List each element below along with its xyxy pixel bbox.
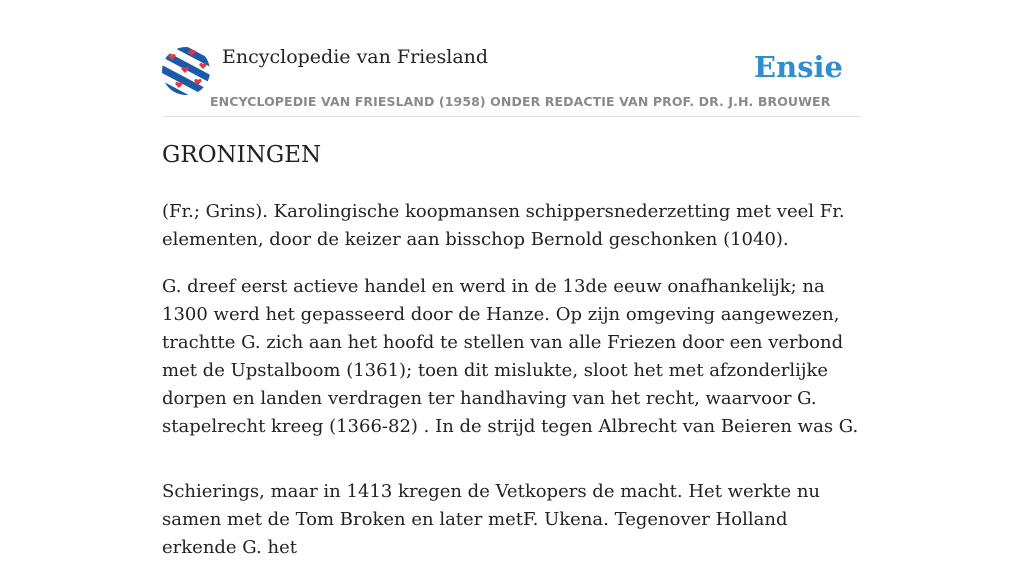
article-content [162, 138, 862, 581]
article-paragraph: Schierings, maar in 1413 kregen de Vetkopers de macht. Het werkte nu samen met de Tom Broken en later metF. Ukena. Tegenover Holland erkende G. het [162, 481, 821, 558]
article-title: GRONINGEN [162, 142, 322, 168]
article-paragraph: (Fr.; Grins). Karolingische koopmansen schippersnederzetting met veel Fr. elementen, door de keizer aan bisschop Bernold geschonken (1040). [162, 201, 845, 250]
article-paragraph: G. dreef eerst actieve handel en werd in de 13de eeuw onafhankelijk; na 1300 werd het gepasseerd door de Hanze. Op zijn omgeving aangewezen, trachtte G. zich aan het hoofd te stellen van alle Friezen door een verbond met de Upstalboom (1361); toen dit mislukte, sloot het met afzonderlijke dorpen en landen verdragen ter handhaving van het recht, waarvoor G. stapelrecht kreeg (1366-82) . In de strijd tegen Albrecht van Beieren was G. [162, 276, 859, 437]
site-title[interactable]: Encyclopedie van Friesland [222, 46, 489, 68]
brand-logo[interactable]: Ensie [754, 50, 843, 84]
site-subtitle: ENCYCLOPEDIE VAN FRIESLAND (1958) ONDER REDACTIE VAN PROF. DR. J.H. BROUWER [210, 94, 831, 109]
frisian-flag-icon[interactable] [162, 47, 210, 95]
site-header [162, 44, 862, 117]
